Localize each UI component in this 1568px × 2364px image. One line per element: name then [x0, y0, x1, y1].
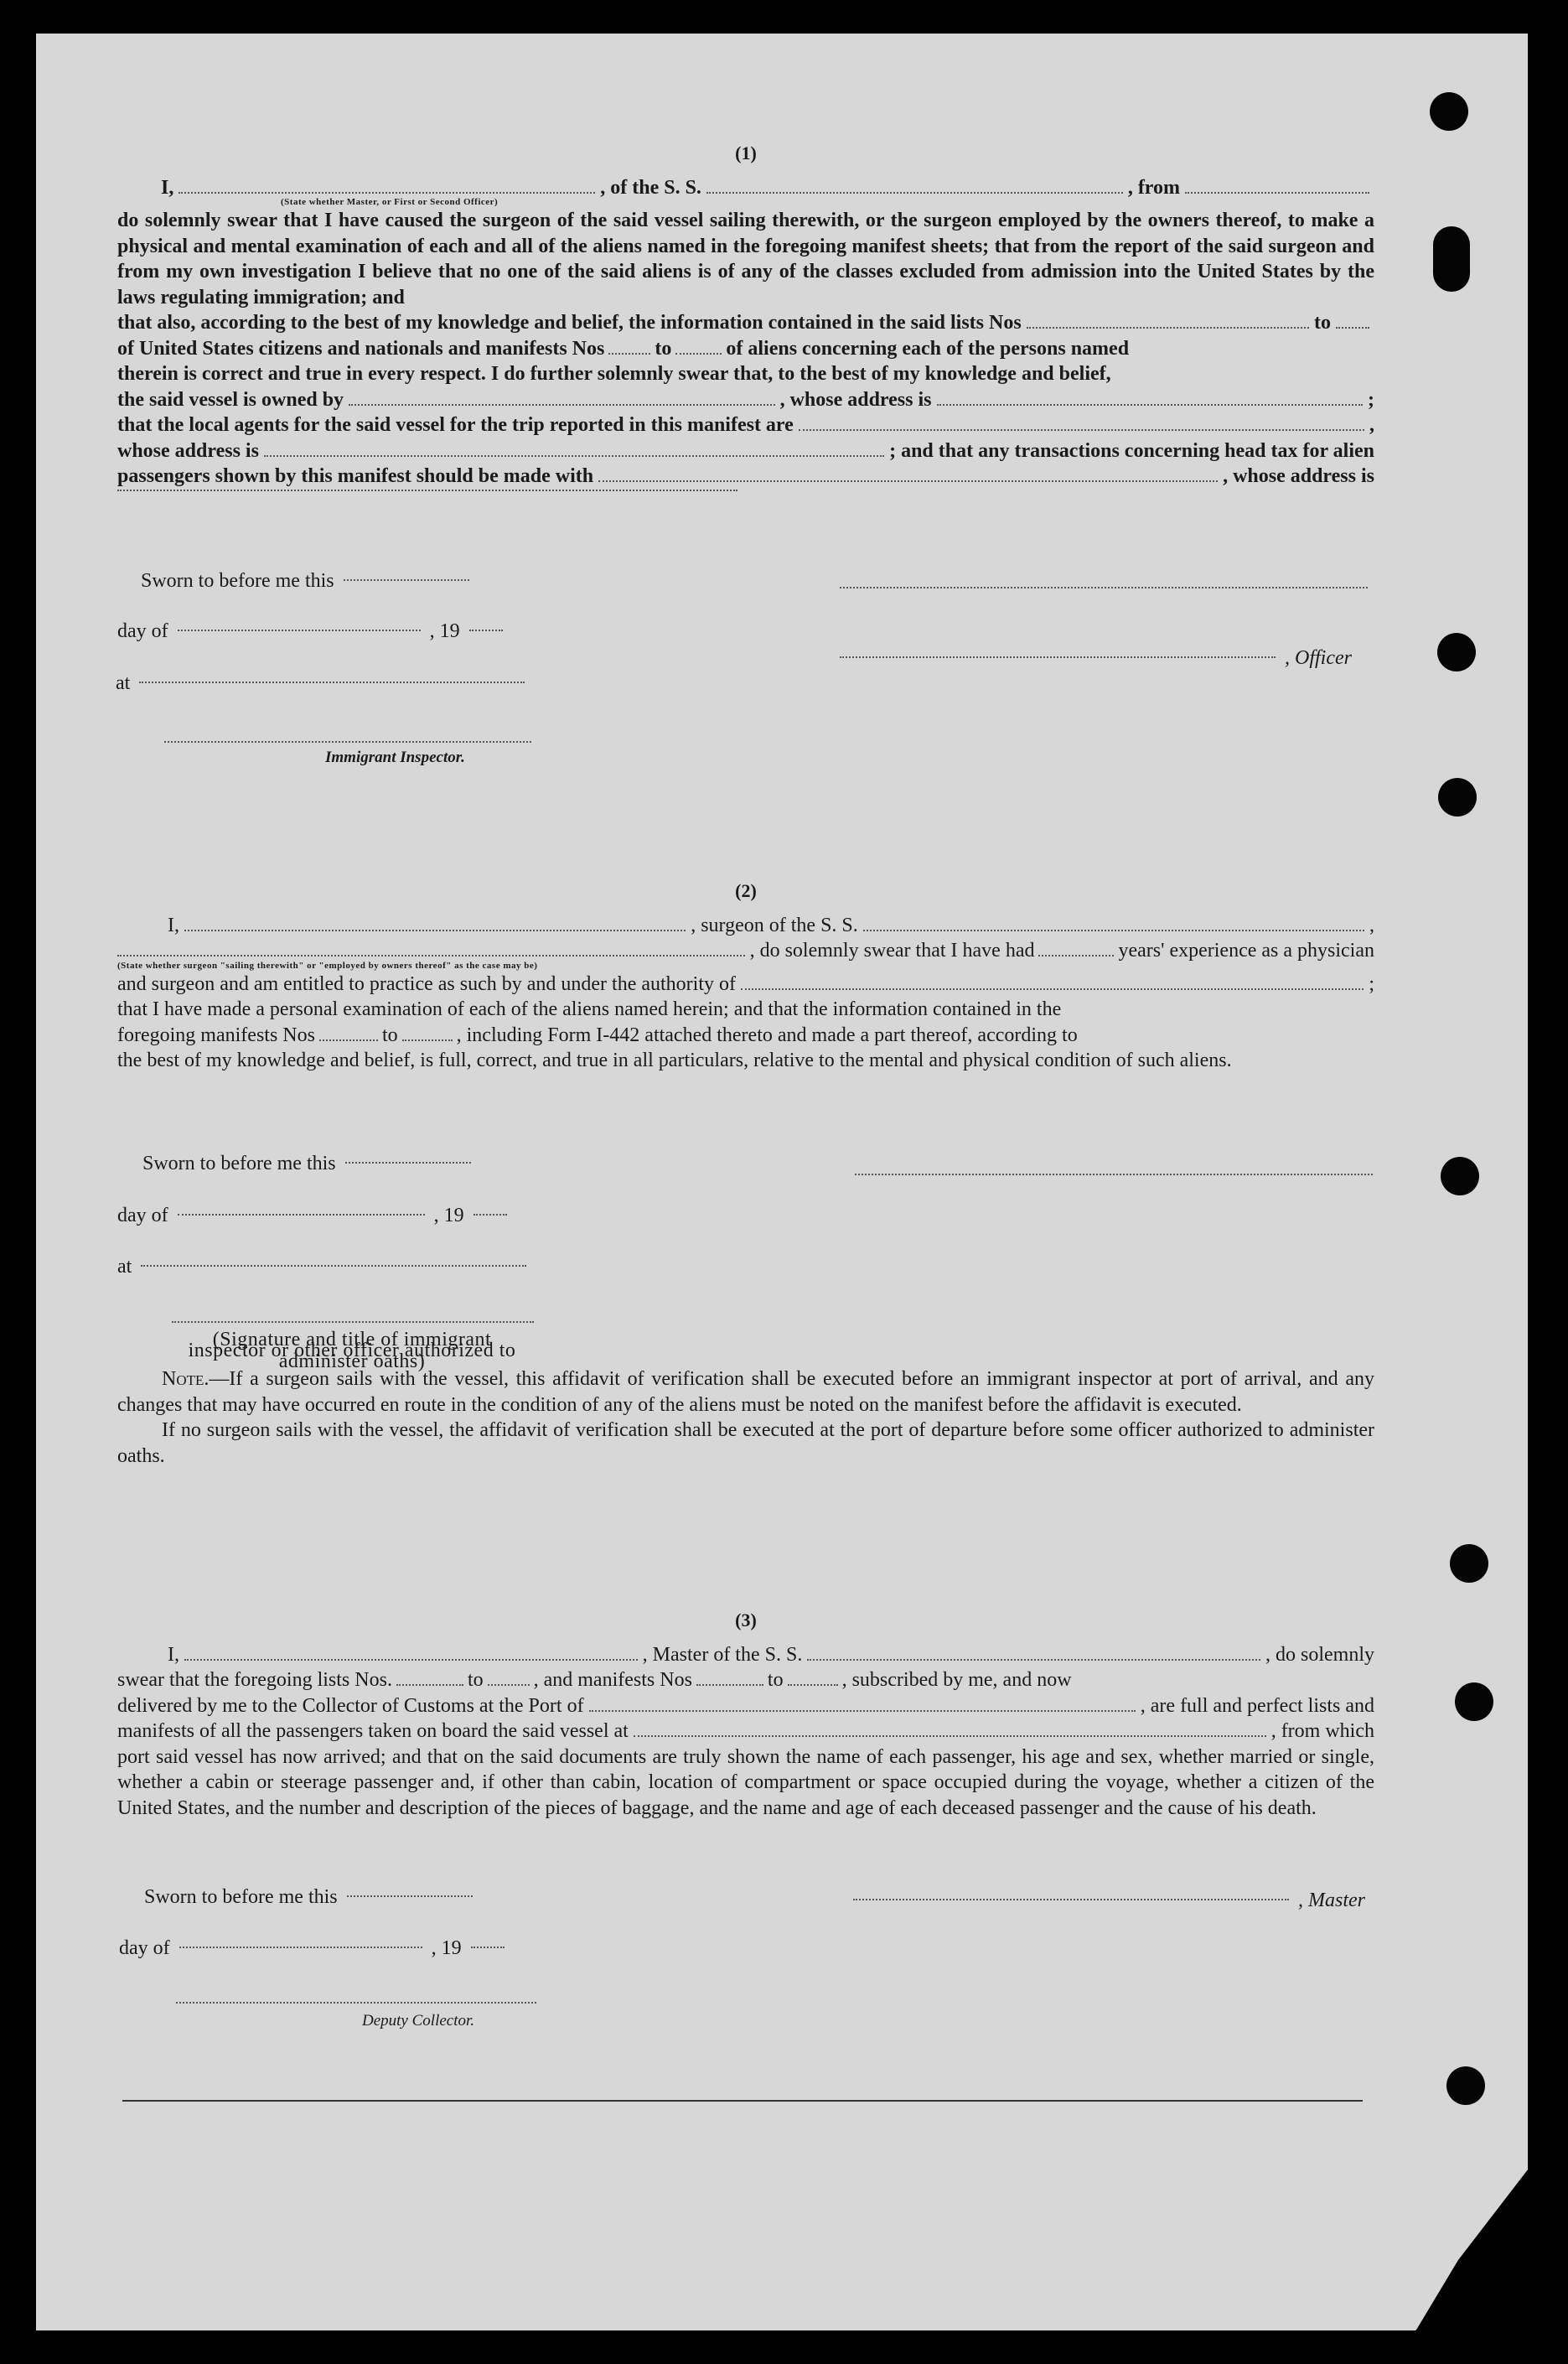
field-year [471, 1947, 505, 1948]
text: day of [119, 1937, 170, 1959]
deputy-signature-line [176, 1987, 536, 2004]
field-port [589, 1710, 1136, 1712]
section-number: (1) [735, 143, 757, 163]
day-line [117, 620, 507, 643]
field-master-signature [853, 1899, 1289, 1900]
text: to [767, 1669, 784, 1691]
text: , surgeon of the S. S. [691, 914, 858, 936]
field-embark-port [634, 1735, 1266, 1737]
field-title [179, 192, 595, 194]
text: passengers shown by this manifest should be made with [117, 465, 594, 487]
section-number: (2) [735, 880, 757, 901]
affidavit-master-final [117, 1608, 1374, 1821]
field-manifests-to [675, 353, 722, 355]
field-master-name [184, 1659, 638, 1661]
text: , 19 [431, 1937, 462, 1959]
field-headtax-contact [598, 480, 1218, 482]
punch-hole [1450, 1544, 1488, 1583]
text: swear that the foregoing lists Nos. [117, 1669, 392, 1691]
field-officer [840, 656, 1276, 658]
text: the said vessel is owned by [117, 388, 344, 411]
field-manifests-to [402, 1039, 453, 1041]
label-i: I, [161, 176, 174, 199]
field-sworn-day [345, 1162, 471, 1164]
field-manifests-from [319, 1039, 378, 1041]
deputy-caption: Deputy Collector. [362, 2012, 475, 2030]
signature-caption: (Signature and title of immigrant inspector or other officer authorized to administer oaths) [188, 1329, 516, 1372]
field-lists-to [1336, 327, 1369, 329]
field-place [141, 1265, 526, 1267]
manifests-line [117, 336, 1374, 362]
punch-hole [1433, 226, 1470, 292]
agents-address-line [117, 438, 1374, 464]
officer-line [840, 647, 1352, 670]
text: of aliens concerning each of the persons named [726, 337, 1130, 360]
field-from [1185, 192, 1369, 194]
text: , subscribed by me, and now [841, 1669, 1072, 1691]
text: to [467, 1669, 484, 1691]
text: , Master of the S. S. [642, 1643, 803, 1666]
sworn-line [144, 1886, 477, 1909]
lists-line [117, 310, 1374, 336]
inspector-caption: Immigrant Inspector. [325, 749, 465, 766]
foregoing-line [117, 1023, 1374, 1049]
field-month [179, 1947, 422, 1948]
field-manifests-from [696, 1684, 763, 1686]
officer-label: , Officer [1285, 647, 1352, 669]
text: , [1369, 914, 1374, 936]
note-label: Note. [162, 1368, 210, 1390]
label-of-ss: , of the S. S. [600, 176, 701, 199]
section-number: (3) [735, 1610, 757, 1630]
field-surgeon-name [184, 930, 686, 931]
text: , from which [1270, 1720, 1374, 1742]
text: manifests of all the passengers taken on board the said vessel at [117, 1720, 629, 1742]
field-lists-from [1027, 327, 1309, 329]
field-month [178, 1214, 425, 1216]
text: , 19 [433, 1205, 464, 1226]
text: day of [117, 620, 168, 642]
punch-hole [1455, 1682, 1493, 1721]
note-paragraph-2: If no surgeon sails with the vessel, the affidavit of verification shall be executed at the port of departure before some officer authorized to administer oaths. [117, 1419, 1374, 1467]
field-vessel [706, 192, 1123, 194]
text: day of [117, 1205, 168, 1226]
at-line [117, 1256, 530, 1278]
bottom-rule [122, 2100, 1363, 2102]
field-vessel [807, 1659, 1260, 1661]
text: and surgeon and am entitled to practice as such by and under the authority of [117, 972, 736, 995]
text: , are full and perfect lists and [1140, 1694, 1374, 1717]
lists-line [117, 1667, 1374, 1693]
day-line [119, 1937, 509, 1960]
sub-caption: (State whether Master, or First or Second Officer) [281, 197, 499, 207]
text: delivered by me to the Collector of Customs at the Port of [117, 1694, 584, 1717]
surgeon-line [117, 913, 1374, 939]
text: ; [1368, 388, 1375, 411]
field-owner [349, 404, 775, 406]
text: ; and that any transactions concerning head tax for alien [889, 439, 1374, 462]
sworn-line [142, 1153, 475, 1175]
owned-line [117, 387, 1374, 413]
sworn-line [141, 570, 474, 593]
text: foregoing manifests Nos [117, 1024, 315, 1046]
text: that also, according to the best of my knowledge and belief, the information contained in the said lists Nos [117, 312, 1022, 334]
field-sworn-day [347, 1895, 473, 1897]
master-body: port said vessel has now arrived; and that on the said documents are truly shown the name of each passenger, his age and sex, whether married or single, whether a cabin or steerage passenger and, if other than cabin, location of compartment or space occupied during the voyage, whether a citizen of the United States, and the number and description of the pieces of baggage, and the name and age of each deceased passenger and the cause of his death. [117, 1745, 1374, 1819]
authority-line [117, 972, 1374, 998]
field-headtax-address [117, 490, 737, 491]
text: to [1314, 312, 1331, 334]
field-agents [799, 429, 1364, 431]
officer-signature-line [840, 568, 1368, 588]
embark-line [117, 1719, 1374, 1744]
text: at [117, 1256, 132, 1278]
field-owner-address [937, 404, 1364, 406]
text: years' experience as a physician [1118, 940, 1374, 962]
port-line [117, 1693, 1374, 1719]
therein-line: therein is correct and true in every respect. I do further solemnly swear that, to the best of my knowledge and belief, [117, 363, 1111, 385]
field-lists-to [488, 1684, 530, 1686]
text: , do solemnly swear that I have had [749, 940, 1035, 962]
field-lists-from [396, 1684, 463, 1686]
field-years [1038, 955, 1114, 956]
day-line [117, 1205, 511, 1227]
text: , [1369, 414, 1374, 436]
text: Sworn to before me this [144, 1886, 338, 1908]
text: whose address is [117, 439, 259, 462]
text: of United States citizens and nationals and manifests Nos [117, 337, 605, 360]
affidavit-master [117, 141, 1374, 497]
field-manifests-to [788, 1684, 838, 1686]
field-surgeon-status [117, 955, 745, 956]
field-agents-address [264, 455, 884, 457]
master-signature-line [853, 1890, 1365, 1912]
passengers-line [117, 464, 1374, 490]
master-line [117, 1642, 1374, 1668]
punch-hole [1430, 92, 1468, 131]
surgeon-body: that I have made a personal examination of each of the aliens named herein; and that the information contained in the [117, 998, 1062, 1020]
field-year [474, 1214, 507, 1216]
note-text: —If a surgeon sails with the vessel, this affidavit of verification shall be executed before an immigrant inspector at port of arrival, and any changes that may have occurred en route in the condition of any of the aliens must be noted on the manifest before the affidavit is executed. [117, 1368, 1374, 1416]
affidavit-surgeon [117, 879, 1374, 1074]
master-label: , Master [1298, 1890, 1365, 1911]
field-manifests-from [608, 353, 650, 355]
text: , whose address is [779, 388, 932, 411]
field-month [178, 630, 421, 631]
text: , do solemnly [1265, 1643, 1374, 1666]
signature-line [172, 1306, 534, 1323]
field-vessel [863, 930, 1364, 931]
text: Sworn to before me this [141, 570, 334, 592]
punch-hole [1441, 1157, 1479, 1195]
text: , and manifests Nos [533, 1669, 692, 1691]
inspector-signature-line [164, 723, 531, 743]
punch-hole [1446, 2066, 1485, 2105]
label-from: , from [1127, 176, 1181, 199]
surgeon-body-2: the best of my knowledge and belief, is full, correct, and true in all particulars, relative to the mental and physical condition of such aliens. [117, 1050, 1232, 1071]
at-line [116, 672, 529, 695]
text: Sworn to before me this [142, 1153, 336, 1174]
oath-body: do solemnly swear that I have caused the surgeon of the said vessel sailing therewith, or the surgeon employed by the owners thereof, to make a physical and mental examination of each and all of the aliens named in the foregoing manifest sheets; that from the report of the said surgeon and from my own investigation I believe that no one of the said aliens is of any of the classes excluded from admission into the United States by the laws regulating immigration; and [117, 210, 1374, 308]
text: , including Form I-442 attached thereto and made a part thereof, according to [456, 1024, 1078, 1046]
note-paragraph-1 [117, 1366, 1374, 1418]
agents-line [117, 412, 1374, 438]
text: I, [168, 914, 179, 936]
text: at [116, 672, 131, 694]
punch-hole [1438, 778, 1477, 817]
text: ; [1369, 972, 1374, 995]
text: , 19 [429, 620, 460, 642]
field-place [139, 682, 525, 683]
field-year [469, 630, 503, 631]
text: to [381, 1024, 398, 1046]
punch-hole [1437, 633, 1476, 671]
text: to [655, 337, 672, 360]
field-sworn-day [344, 579, 469, 581]
text: , whose address is [1223, 465, 1374, 487]
sub-caption: (State whether surgeon "sailing therewith" or "employed by owners thereof" as the case may be) [117, 960, 538, 971]
text: that the local agents for the said vessel for the trip reported in this manifest are [117, 414, 794, 436]
address-line [117, 490, 1374, 497]
surgeon-signature-line [855, 1155, 1373, 1175]
field-authority [741, 988, 1364, 990]
note-section [117, 1366, 1374, 1469]
text: I, [168, 1643, 179, 1666]
